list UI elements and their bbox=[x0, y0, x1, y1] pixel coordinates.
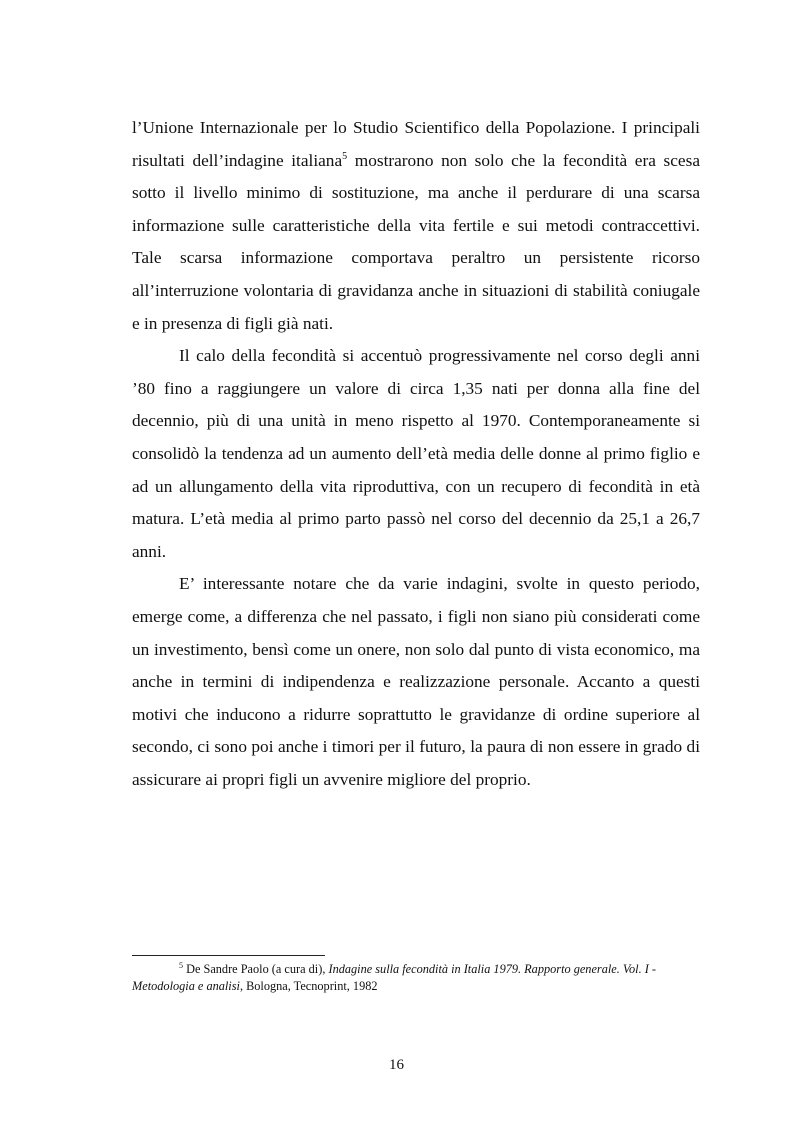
footnote-title: Indagine sulla fecondità in Italia 1979. Rapporto generale. Vol. I - Metodologia e analisi bbox=[132, 962, 656, 993]
footnote-number: 5 bbox=[179, 961, 183, 970]
footnote-reference[interactable]: 5 bbox=[342, 150, 348, 162]
footnote bbox=[132, 961, 700, 995]
paragraph-1 bbox=[132, 112, 700, 340]
body-text bbox=[132, 112, 700, 796]
footnote-author: De Sandre Paolo (a cura di), bbox=[183, 962, 329, 976]
paragraph-1-text: l’Unione Internazionale per lo Studio Scientifico della Popolazione. I principali risultati dell’indagine italiana bbox=[132, 118, 700, 170]
footnote-separator bbox=[132, 955, 325, 956]
footnote-publisher: , Bologna, Tecnoprint, 1982 bbox=[239, 979, 378, 993]
paragraph-2: Il calo della fecondità si accentuò progressivamente nel corso degli anni ’80 fino a raggiungere un valore di circa 1,35 nati per donna alla fine del decennio, più di una unità in meno rispetto al 1970. Contemporaneamente si consolidò la tendenza ad un aumento dell’età media delle donne al primo figlio e ad un allungamento della vita riproduttiva, con un recupero di fecondità in età matura. L’età media al primo parto passò nel corso del decennio da 25,1 a 26,7 anni. bbox=[132, 346, 700, 561]
paragraph-3: E’ interessante notare che da varie indagini, svolte in questo periodo, emerge come, a differenza che nel passato, i figli non siano più considerati come un investimento, bensì come un onere, non solo dal punto di vista economico, ma anche in termini di indipendenza e realizzazione personale. Accanto a questi motivi che inducono a ridurre soprattutto le gravidanze di ordine superiore al secondo, ci sono poi anche i timori per il futuro, la paura di non essere in grado di assicurare ai propri figli un avvenire migliore del proprio. bbox=[132, 574, 700, 789]
page-number: 16 bbox=[389, 1057, 404, 1073]
paragraph-1-text-cont: mostrarono non solo che la fecondità era scesa sotto il livello minimo di sostituzione, ma anche il perdurare di una scarsa informazione sulle caratteristiche della vita fertile e sui metodi contraccettivi. Tale scarsa informazione comportava peraltro un persistente ricorso all’interruzione volontaria di gravidanza anche in situazioni di stabilità coniugale e in presenza di figli già nati. bbox=[132, 150, 701, 333]
